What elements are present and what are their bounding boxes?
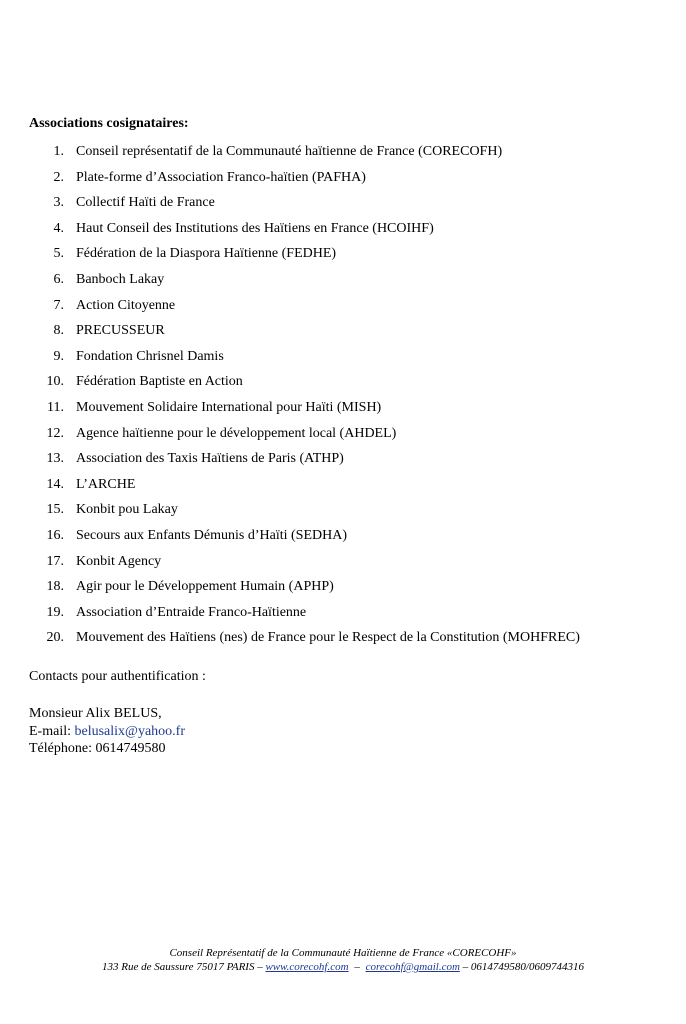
list-item-label: L’ARCHE	[76, 476, 136, 492]
list-item-number: 4.	[53, 220, 64, 236]
list-item	[0, 348, 686, 374]
list-item-label: Agir pour le Développement Humain (APHP)	[76, 579, 334, 595]
list-item	[0, 169, 686, 195]
list-item-label: Plate-forme d’Association Franco-haïtien (PAFHA)	[76, 169, 366, 185]
page-footer	[0, 946, 686, 974]
list-item-label: Banboch Lakay	[76, 271, 165, 287]
list-item	[0, 297, 686, 323]
list-item-label: Fondation Chrisnel Damis	[76, 348, 224, 364]
list-item	[0, 476, 686, 502]
contact-email-line	[29, 723, 185, 741]
footer-address: 133 Rue de Saussure 75017 PARIS –	[102, 961, 263, 973]
list-item-label: Haut Conseil des Institutions des Haïtiens en France (HCOIHF)	[76, 220, 434, 236]
list-item-label: Mouvement Solidaire International pour Haïti (MISH)	[76, 399, 382, 415]
footer-dash: –	[354, 961, 360, 973]
list-item	[0, 194, 686, 220]
list-item-label: Collectif Haïti de France	[76, 195, 215, 211]
footer-phones: – 0614749580/0609744316	[462, 961, 584, 973]
list-item-label: Secours aux Enfants Démunis d’Haïti (SEDHA)	[76, 527, 348, 543]
list-item	[0, 271, 686, 297]
list-item	[0, 322, 686, 348]
list-item-number: 19.	[46, 604, 64, 620]
list-item	[0, 501, 686, 527]
list-item	[0, 425, 686, 451]
list-item	[0, 399, 686, 425]
contact-email-label: E-mail:	[29, 723, 75, 739]
footer-contact-line	[0, 960, 686, 974]
list-item-label: Fédération Baptiste en Action	[76, 374, 243, 390]
list-item	[0, 629, 686, 655]
list-item-number: 18.	[46, 579, 64, 595]
list-item-label: Action Citoyenne	[76, 297, 176, 313]
list-item-number: 10.	[46, 374, 64, 390]
list-item	[0, 220, 686, 246]
associations-heading: Associations cosignataires:	[29, 116, 189, 131]
list-item-label: Mouvement des Haïtiens (nes) de France pour le Respect de la Constitution (MOHFREC)	[76, 630, 580, 646]
list-item	[0, 373, 686, 399]
contact-phone: Téléphone: 0614749580	[29, 741, 166, 756]
list-item-number: 9.	[53, 348, 64, 364]
list-item-number: 14.	[46, 476, 64, 492]
list-item-number: 5.	[53, 246, 64, 262]
list-item	[0, 527, 686, 553]
list-item-number: 1.	[53, 144, 64, 159]
list-item-number: 17.	[46, 553, 64, 569]
list-item-number: 2.	[53, 169, 64, 185]
list-item-number: 7.	[53, 297, 64, 313]
contact-email-link[interactable]: belusalix@yahoo.fr	[74, 723, 185, 739]
list-item-number: 13.	[46, 451, 64, 467]
footer-email-link[interactable]: corecohf@gmail.com	[365, 961, 460, 973]
list-item	[0, 604, 686, 630]
list-item-label: Agence haïtienne pour le développement local (AHDEL)	[76, 425, 397, 441]
footer-organization: Conseil Représentatif de la Communauté Haïtienne de France «CORECOHF»	[169, 947, 517, 959]
list-item-label: Association des Taxis Haïtiens de Paris (ATHP)	[76, 451, 344, 467]
list-item	[0, 450, 686, 476]
contact-block	[29, 705, 185, 758]
list-item-number: 11.	[47, 399, 64, 415]
list-item-label: Konbit Agency	[76, 553, 162, 569]
footer-website-link[interactable]: www.corecohf.com	[265, 961, 349, 973]
list-item-number: 8.	[53, 323, 64, 339]
list-item	[0, 553, 686, 579]
list-item-number: 16.	[46, 527, 64, 543]
list-item-number: 15.	[46, 502, 64, 518]
list-item-label: PRECUSSEUR	[76, 323, 165, 339]
associations-list	[0, 143, 686, 655]
list-item-label: Konbit pou Lakay	[76, 502, 178, 518]
list-item-number: 6.	[53, 271, 64, 287]
list-item-label: Conseil représentatif de la Communauté haïtienne de France (CORECOFH)	[76, 144, 503, 159]
contact-name: Monsieur Alix BELUS,	[29, 706, 162, 721]
list-item	[0, 245, 686, 271]
list-item	[0, 143, 686, 169]
list-item	[0, 578, 686, 604]
list-item-label: Association d’Entraide Franco-Haïtienne	[76, 604, 307, 620]
list-item-number: 20.	[46, 630, 64, 646]
list-item-number: 3.	[53, 195, 64, 211]
list-item-number: 12.	[46, 425, 64, 441]
contacts-title: Contacts pour authentification :	[29, 669, 206, 684]
list-item-label: Fédération de la Diaspora Haïtienne (FEDHE)	[76, 246, 337, 262]
